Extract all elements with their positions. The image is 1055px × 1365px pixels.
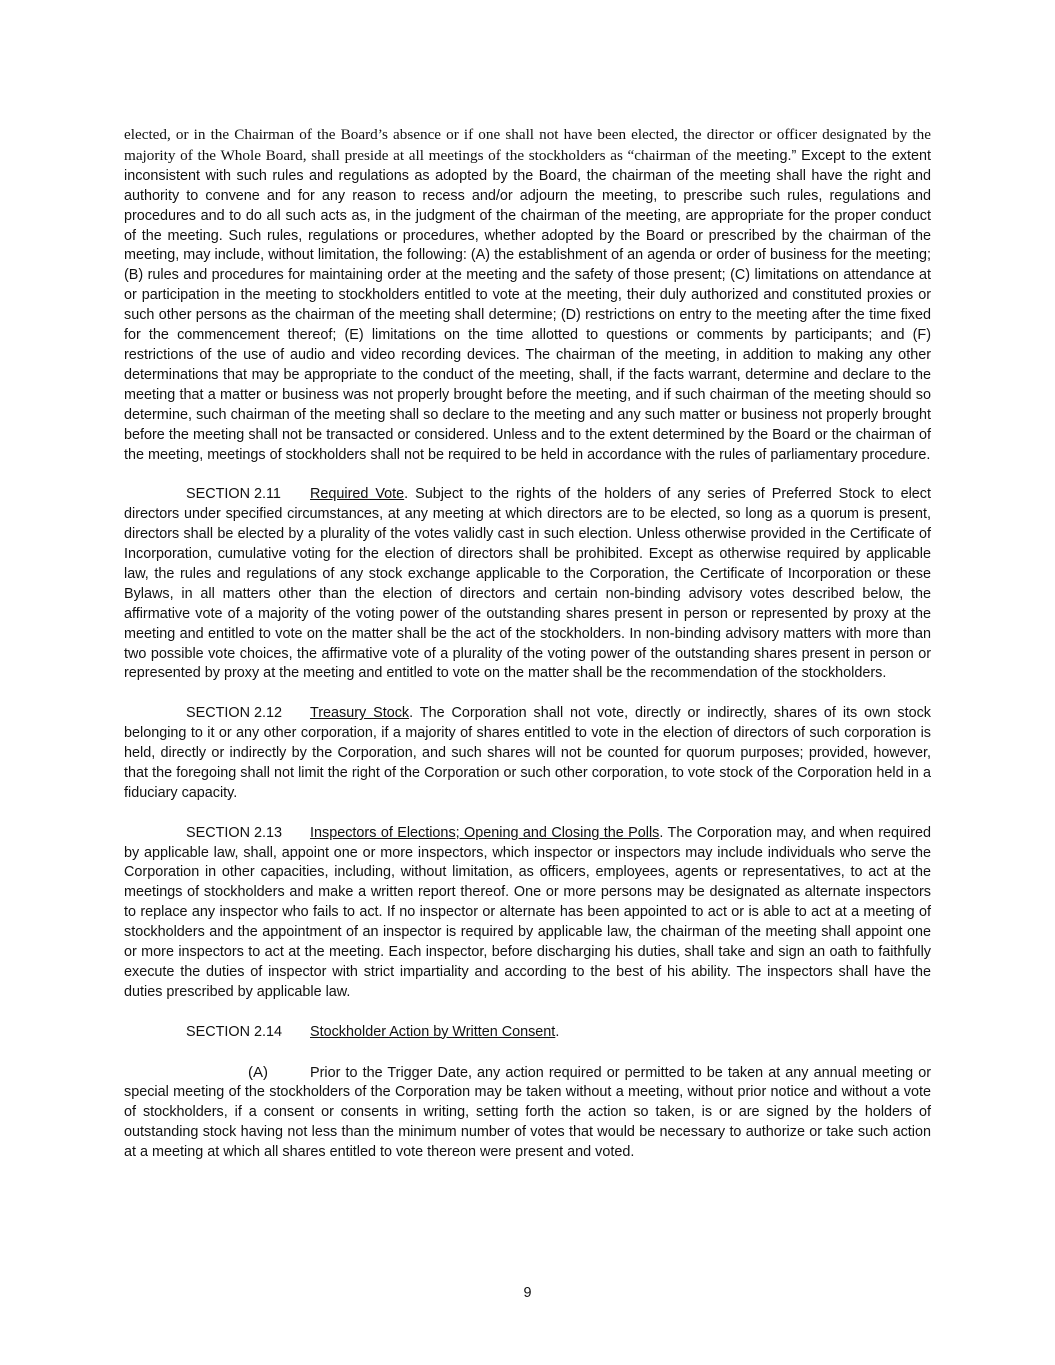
section-2-11	[124, 485, 931, 684]
section-title: Required Vote	[310, 486, 405, 503]
document-page	[124, 125, 931, 1183]
section-2-14	[124, 1023, 931, 1043]
section-body: .	[555, 1023, 560, 1040]
section-title: Stockholder Action by Written Consent	[310, 1023, 556, 1040]
section-number: SECTION 2.13	[186, 824, 282, 841]
subsection-a	[124, 1063, 931, 1164]
paragraph-serif-text: elected, or in the Chairman of the Board’s absence or if one shall not have been elected, the director or officer designated by the majority of the Whole Board, shall preside at all meetings of the stockholders as “chairman of the	[124, 126, 931, 164]
subsection-body: Prior to the Trigger Date, any action required or permitted to be taken at any annual meeting or special meeting of the stockholders of the Corporation may be taken without a meeting, without prior notice and without a vote of stockholders, if a consent or consents in writing, setting forth the action so taken, is or are signed by the holders of outstanding stock having not less than the minimum number of votes that would be necessary to authorize or take such action at a meeting at which all shares entitled to vote thereon were present and voted.	[124, 1064, 931, 1161]
section-body: . Subject to the rights of the holders of any series of Preferred Stock to elect directors under specified circumstances, at any meeting at which directors are to be elected, so long as a quorum is present, directors shall be elected by a plurality of the votes validly cast in such election. Unless otherwise provided in the Certificate of Incorporation, cumulative voting for the election of directors shall be prohibited. Except as otherwise required by applicable law, the rules and regulations of any stock exchange applicable to the Corporation, the Certificate of Incorporation or these Bylaws, in all matters other than the election of directors and certain non-binding advisory votes described below, the affirmative vote of a majority of the voting power of the outstanding shares present in person or represented by proxy at the meeting and entitled to vote on the matter shall be the act of the stockholders. In non-binding advisory matters with more than two possible vote choices, the affirmative vote of a plurality of the voting power of the outstanding shares present in person or represented by proxy at the meeting and entitled to vote on the matter shall be the recommendation of the stockholders.	[124, 486, 931, 682]
section-body: . The Corporation may, and when required by applicable law, shall, appoint one or more inspectors, which inspector or inspectors may include individuals who serve the Corporation in other capacities, including, without limitation, as officers, employees, agents or representatives, to act at the meetings of stockholders and make a written report thereof. One or more persons may be designated as alternate inspectors to replace any inspector who fails to act. If no inspector or alternate has been appointed to act or is able to act at a meeting of stockholders and the appointment of an inspector is required by applicable law, the chairman of the meeting shall appoint one or more inspectors to act at the meeting. Each inspector, before discharging his duties, shall take and sign an oath to faithfully execute the duties of inspector with strict impartiality and according to the best of his ability. The inspectors shall have the duties prescribed by applicable law.	[124, 824, 932, 1000]
section-title: Treasury Stock	[310, 705, 410, 722]
section-number: SECTION 2.11	[186, 486, 281, 503]
paragraph-chairman-of-meeting	[124, 125, 931, 465]
section-2-13	[124, 824, 931, 1003]
section-2-12	[124, 704, 931, 804]
section-number: SECTION 2.14	[186, 1023, 282, 1040]
subsection-label: (A)	[248, 1063, 268, 1081]
section-body: . The Corporation shall not vote, directly or indirectly, shares of its own stock belonging to it or any other corporation, if a majority of shares entitled to vote in the election of directors of such corporation is held, directly or indirectly by the Corporation, and such shares will not be counted for quorum purposes; provided, however, that the foregoing shall not limit the right of the Corporation or such other corporation, to vote stock of the Corporation held in a fiduciary capacity.	[124, 705, 932, 801]
section-title: Inspectors of Elections; Opening and Closing the Polls	[310, 824, 660, 841]
section-number: SECTION 2.12	[186, 705, 282, 722]
paragraph-body-text: meeting.” Except to the extent inconsistent with such rules and regulations as adopted by the Board, the chairman of the meeting shall have the right and authority to convene and for any reason to recess and/or adjourn the meeting, to prescribe such rules, regulations and procedures and to do all such acts as, in the judgment of the chairman of the meeting, are appropriate for the proper conduct of the meeting. Such rules, regulations or procedures, whether adopted by the Board or prescribed by the chairman of the meeting, may include, without limitation, the following: (A) the establishment of an agenda or order of business for the meeting; (B) rules and procedures for maintaining order at the meeting and the safety of those present; (C) limitations on attendance at or participation in the meeting to stockholders entitled to vote at the meeting, their duly authorized and constituted proxies or such other persons as the chairman of the meeting shall determine; (D) restrictions on entry to the meeting after the time fixed for the commencement thereof; (E) limitations on the time allotted to questions or comments by participants; and (F) restrictions of the use of audio and video recording devices. The chairman of the meeting, in addition to making any other determinations that may be appropriate to the conduct of the meeting, shall, if the facts warrant, determine and declare to the meeting that a matter or business was not properly brought before the meeting, and if such chairman of the meeting should so determine, such chairman of the meeting shall so declare to the meeting and any such matter or business not properly brought before the meeting shall not be transacted or considered. Unless and to the extent determined by the Board or the chairman of the meeting, meetings of stockholders shall not be required to be held in accordance with the rules of parliamentary procedure.	[124, 147, 931, 463]
page-number: 9	[523, 1285, 532, 1301]
